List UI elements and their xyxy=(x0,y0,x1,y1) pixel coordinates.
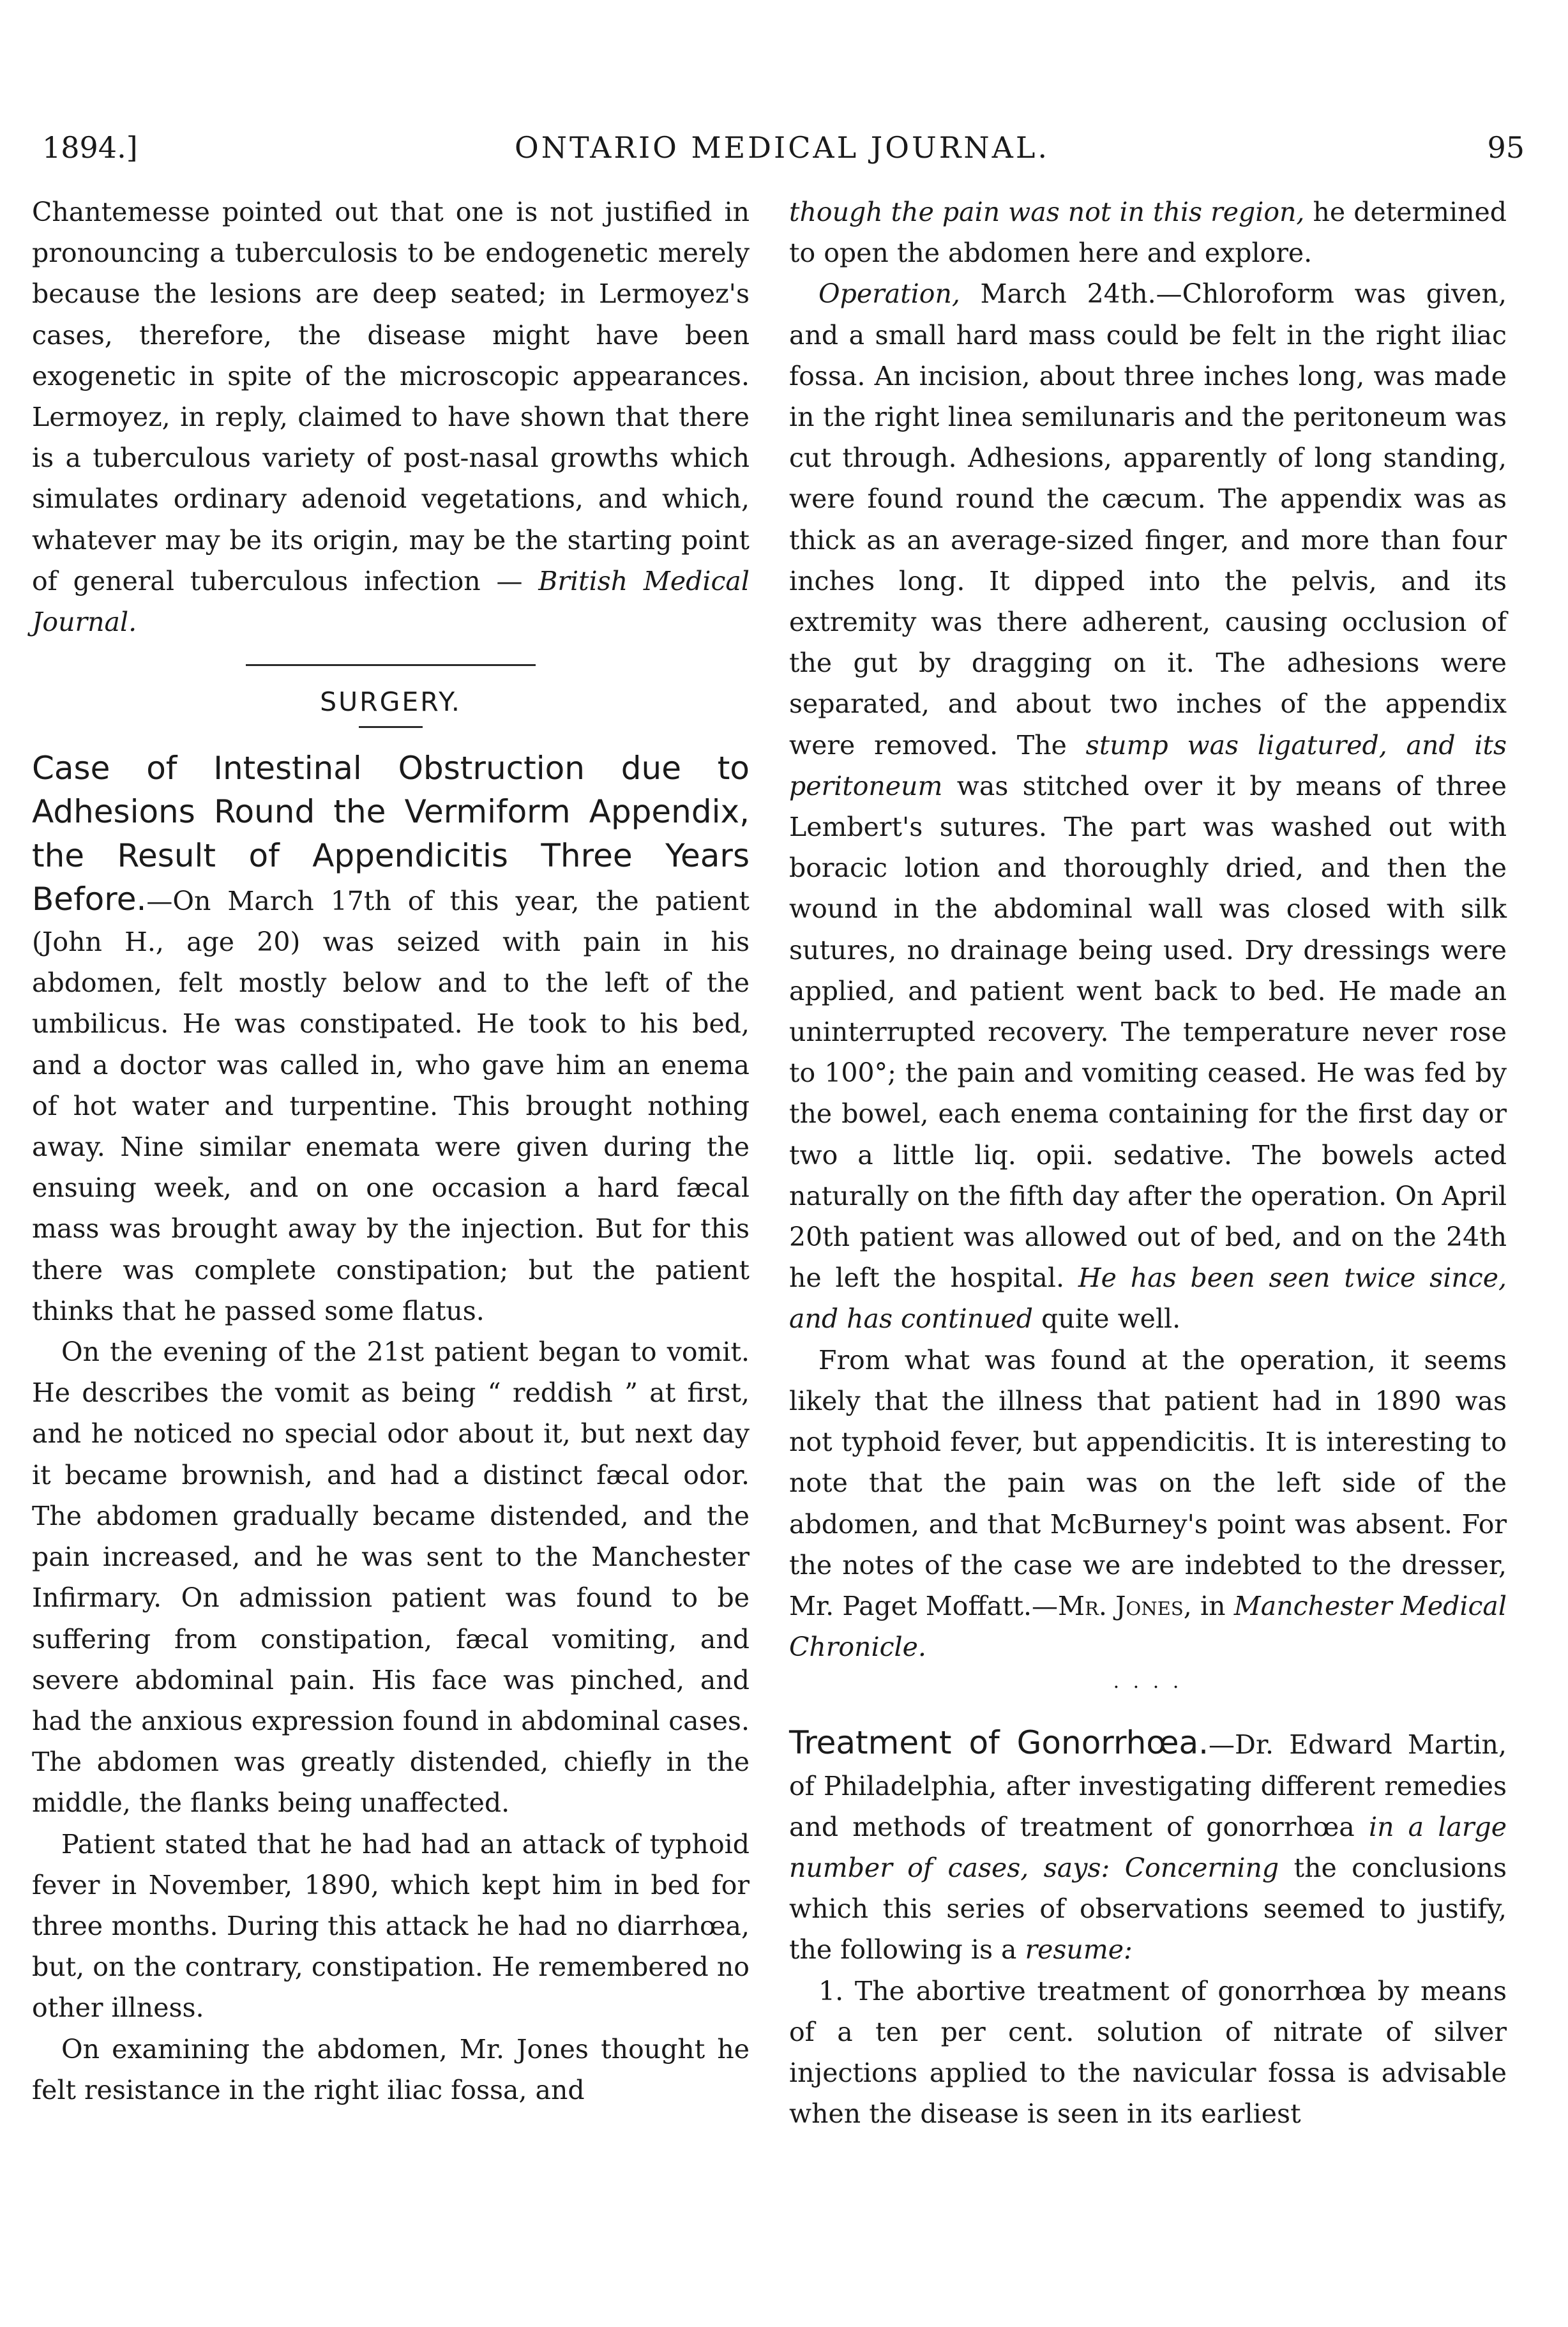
paragraph xyxy=(32,192,750,642)
paragraph-text: —On March 17th of this year, the patient (John H., age 20) was seized with pain in his abdomen, felt mostly below and to the left of the umbilicus. He was constipated. He took to his bed, and a doctor was called in, who gave him an enema of hot water and turpentine. This brought nothing away. Nine similar enemata were given during the ensuing week, and on one occasion a hard fæcal mass was brought away by the injection. But for this there was complete constipation; but the patient thinks that he passed some flatus. xyxy=(32,885,750,1326)
italic-text: He has been seen twice since, and has continued xyxy=(789,1262,1507,1335)
paragraph xyxy=(789,1340,1507,1668)
paragraph: 1. The abortive treatment of gonorrhœa by means of a ten per cent. solution of nitrate of silver injections applied to the navicular fossa is advisable when the disease is seen in its earliest xyxy=(789,1975,1507,2130)
paragraph-text: , in xyxy=(1183,1590,1234,1621)
italic-text: though the pain was not in this region, xyxy=(789,197,1305,227)
author-name: Mr. Jones xyxy=(1058,1590,1184,1621)
paragraph-text: the conclusions which this series of observations seemed to justify, the following is a xyxy=(789,1852,1507,1966)
left-column xyxy=(32,192,750,2111)
source-citation: British Medical Journal. xyxy=(32,565,750,638)
paragraph-text: March 24th.—Chloroform was given, and a small hard mass could be felt in the right iliac fossa. An incision, about three inches long, was made in the right linea semilunaris and the peritoneum was cut through. Adhesions, apparently of long standing, were found round the cæcum. The appendix was as thick as an average-sized finger, and more than four inches long. It dipped into the pelvis, and its extremity was there adherent, causing occlusion of the gut by dragging on it. The adhesions were separated, and about two inches of the appendix were removed. The xyxy=(789,278,1507,761)
article-paragraph xyxy=(789,1722,1507,1970)
paragraph-text: was stitched over it by means of three Lembert's sutures. The part was washed out with boracic lotion and thoroughly dried, and then the wound in the abdominal wall was closed with silk sutures, no drainage being used. Dry dressings were applied, and patient went back to bed. He made an uninterrupted recovery. The temperature never rose to 100°; the pain and vomiting ceased. He was fed by the bowel, each enema containing for the first day or two a little liq. opii. sedative. The bowels acted naturally on the fifth day after the operation. On April 20th patient was allowed out of bed, and on the 24th he left the hospital. xyxy=(789,770,1507,1294)
paragraph xyxy=(789,273,1507,1339)
paragraph: On the evening of the 21st patient began to vomit. He describes the vomit as being “ reddish ” at first, and he noticed no special odor about it, but next day it became brownish, and had a distinct fæcal odor. The abdomen gradually became distended, and the pain increased, and he was sent to the Manchester Infirmary. On admission patient was found to be suffering from constipation, fæcal vomiting, and severe abdominal pain. His face was pinched, and had the anxious expression found in abdominal cases. The abdomen was greatly distended, chiefly in the middle, the flanks being unaffected. xyxy=(32,1337,750,1819)
right-column xyxy=(789,192,1507,2134)
italic-text: resume: xyxy=(1025,1934,1133,1966)
article-title: Case of Intestinal Obstruction due to Adhesions Round the Vermiform Appendix, the Result of Appendicitis Three Years Before. xyxy=(32,750,750,918)
paragraph-text: From what was found at the operation, it seems likely that the illness that patient had in 1890 was not typhoid fever, but appendicitis. It is interesting to note that the pain was on the left side of the abdomen, and that McBurney's point was absent. For the notes of the case we are indebted to the dresser, Mr. Paget Moffatt.— xyxy=(789,1344,1507,1621)
running-head-title: ONTARIO MEDICAL JOURNAL. xyxy=(515,130,1050,165)
source-citation: Manchester Medical Chronicle. xyxy=(789,1590,1507,1663)
paragraph-text: he determined to open the abdomen here and explore. xyxy=(789,197,1507,269)
article-paragraph xyxy=(32,747,750,1331)
page-number: 95 xyxy=(1487,130,1525,165)
run-in-heading: Operation, xyxy=(818,278,960,310)
paragraph: On examining the abdomen, Mr. Jones thought he felt resistance in the right iliac fossa, and xyxy=(32,2033,750,2105)
divider-ornament: · · · · xyxy=(1113,1676,1183,1699)
italic-text: stump was ligatured, and its peritoneum xyxy=(789,729,1507,801)
paragraph xyxy=(789,192,1507,273)
section-rule xyxy=(246,664,536,666)
section-heading: SURGERY. xyxy=(320,686,462,718)
paragraph: Patient stated that he had had an attack of typhoid fever in November, 1890, which kept him in bed for three months. During this attack he had no diarrhœa, but, on the contrary, constipation. He remembered no other illness. xyxy=(32,1828,750,2024)
paragraph-text: Chantemesse pointed out that one is not justified in pronouncing a tuberculosis to be endogenetic merely because the lesions are deep seated; in Lermoyez's cases, therefore, the disease might have been exogenetic in spite of the microscopic appearances. Lermoyez, in reply, claimed to have shown that there is a tuberculous variety of post-nasal growths which simulates ordinary adenoid vegetations, and which, whatever may be its origin, may be the starting point of general tuberculous infection — xyxy=(32,197,750,596)
paragraph-text: quite well. xyxy=(1033,1303,1181,1335)
article-title: Treatment of Gonorrhœa. xyxy=(789,1724,1209,1762)
running-head-year: 1894.] xyxy=(42,130,138,165)
paragraph-text: —Dr. Edward Martin, of Philadelphia, after investigating different remedies and methods of treatment of gonorrhœa xyxy=(789,1729,1507,1842)
section-rule-short xyxy=(359,726,423,728)
italic-text: in a large number of cases, says: Concerning xyxy=(789,1811,1507,1883)
